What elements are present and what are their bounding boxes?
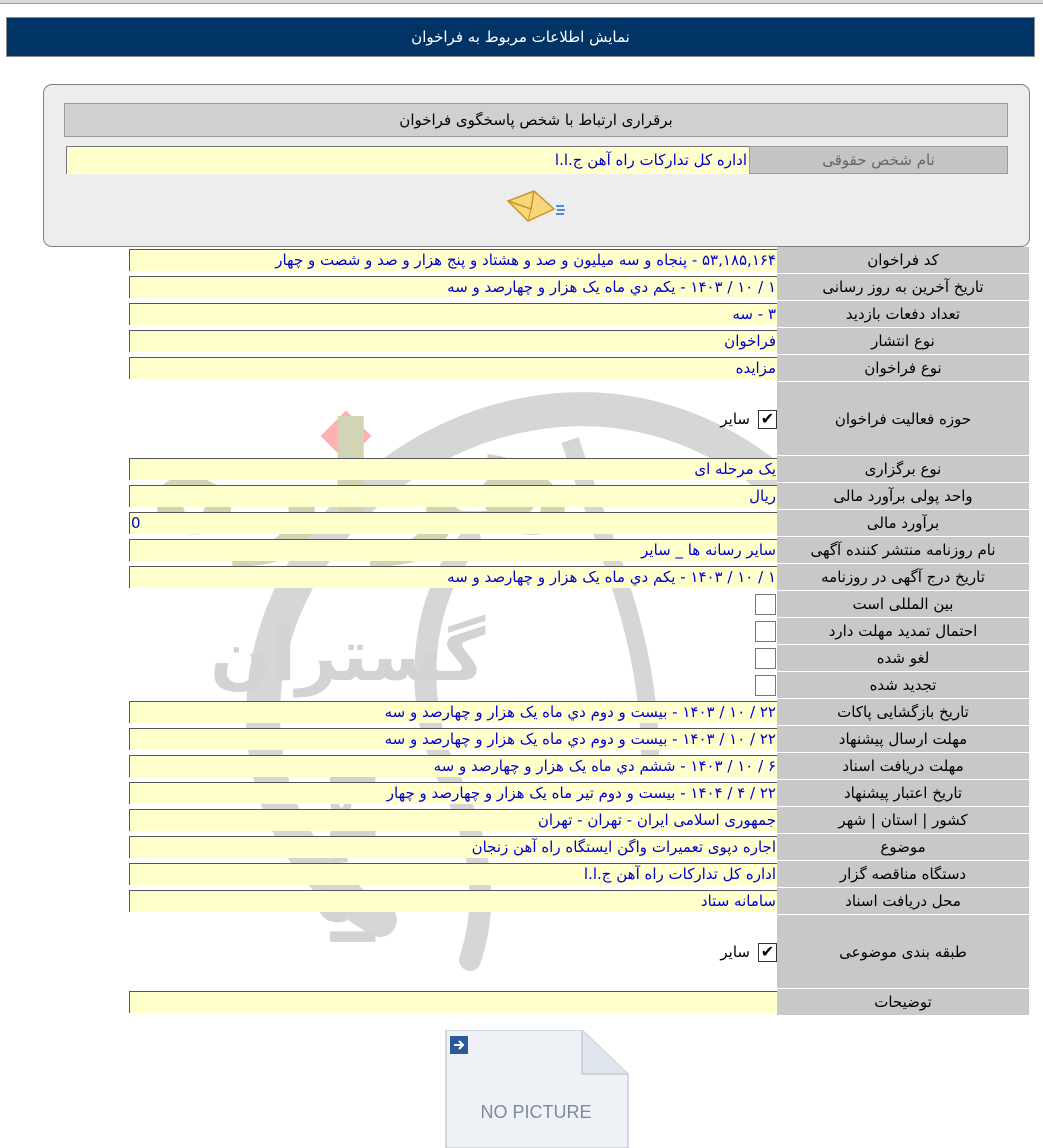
field-row [129,591,1029,618]
field-value: فراخوان [129,330,777,352]
field-value: ۱ / ۱۰ / ۱۴۰۳ - یکم دي ماه یک هزار و چهارصد و سه [129,276,777,298]
field-value: 0 [129,512,777,534]
field-row [129,355,1029,382]
checkbox[interactable] [755,648,776,669]
checkbox[interactable] [755,621,776,642]
field-label: نوع انتشار [777,328,1029,355]
category-option [689,915,777,989]
field-label: موضوع [777,834,1029,861]
field-label: محل دریافت اسناد [777,888,1029,915]
field-row [129,274,1029,301]
page-title: نمایش اطلاعات مربوط به فراخوان [6,17,1035,57]
checkbox[interactable]: ✔ [758,943,777,962]
field-label: کشور | استان | شهر [777,807,1029,834]
field-label: تاریخ بازگشایی پاکات [777,699,1029,726]
field-label: نوع برگزاری [777,456,1029,483]
field-value: سایر رسانه ها _ سایر [129,539,777,561]
field-label: بین المللی است [777,591,1029,618]
field-label: واحد پولی برآورد مالی [777,483,1029,510]
field-value: یک مرحله ای [129,458,777,480]
field-row [129,645,1029,672]
field-value: ۲۲ / ۴ / ۱۴۰۴ - بیست و دوم تیر ماه یک هزار و چهارصد و چهار [129,782,777,804]
field-value: جمهوری اسلامی ایران - تهران - تهران [129,809,777,831]
top-rule [0,0,1043,4]
field-label: تاریخ اعتبار پیشنهاد [777,780,1029,807]
field-value: ۳ - سه [129,303,777,325]
field-value: ۶ / ۱۰ / ۱۴۰۳ - ششم دي ماه یک هزار و چهارصد و سه [129,755,777,777]
field-label: برآورد مالی [777,510,1029,537]
field-label: تاریخ آخرین به روز رسانی [777,274,1029,301]
field-label: حوزه فعالیت فراخوان [777,382,1029,456]
field-label: مهلت ارسال پیشنهاد [777,726,1029,753]
field-row [129,564,1029,591]
field-row [129,382,1029,456]
field-label: طبقه بندی موضوعی [777,915,1029,989]
field-value: اجاره دپوی تعمیرات واگن ایستگاه راه آهن زنجان [129,836,777,858]
field-label: نام روزنامه منتشر کننده آگهی [777,537,1029,564]
option-label: سایر [720,943,750,961]
checkbox[interactable] [755,594,776,615]
field-row [129,834,1029,861]
field-row [129,483,1029,510]
contact-panel [43,84,1030,247]
field-label: مهلت دریافت اسناد [777,753,1029,780]
field-label: کد فراخوان [777,247,1029,274]
contact-row [66,146,1008,174]
field-row [129,328,1029,355]
field-label: تاریخ درج آگهی در روزنامه [777,564,1029,591]
field-label: لغو شده [777,645,1029,672]
field-label: دستگاه مناقصه گزار [777,861,1029,888]
field-label: احتمال تمدید مهلت دارد [777,618,1029,645]
envelope-icon[interactable] [504,187,568,229]
field-row [129,753,1029,780]
field-row [129,537,1029,564]
field-value: ۵۳,۱۸۵,۱۶۴ - پنجاه و سه میلیون و صد و هشتاد و پنج هزار و صد و شصت و چهار [129,249,777,271]
no-picture-icon [442,1030,630,1148]
field-value: مزایده [129,357,777,379]
field-row [129,780,1029,807]
field-value: ۲۲ / ۱۰ / ۱۴۰۳ - بیست و دوم دي ماه یک هزار و چهارصد و سه [129,701,777,723]
option-label: سایر [720,410,750,428]
field-row [129,861,1029,888]
field-value: ۲۲ / ۱۰ / ۱۴۰۳ - بیست و دوم دي ماه یک هزار و چهارصد و سه [129,728,777,750]
field-label: نوع فراخوان [777,355,1029,382]
category-option [689,382,777,456]
field-row [129,510,1029,537]
field-row [129,672,1029,699]
field-row [129,301,1029,328]
watermark-text-sub: گستران [210,613,486,697]
checkbox[interactable] [755,675,776,696]
field-row [129,989,1029,1016]
field-row [129,888,1029,915]
contact-header: برقراری ارتباط با شخص پاسخگوی فراخوان [64,103,1008,137]
contact-legal-person-label: نام شخص حقوقی [749,146,1008,174]
no-picture-text: NO PICTURE [480,1102,592,1122]
checkbox[interactable]: ✔ [758,410,777,429]
field-value: سامانه ستاد [129,890,777,912]
field-label: تعداد دفعات بازدید [777,301,1029,328]
field-row [129,807,1029,834]
field-row [129,699,1029,726]
field-value: ۱ / ۱۰ / ۱۴۰۳ - یکم دي ماه یک هزار و چهارصد و سه [129,566,777,588]
contact-legal-person-value: اداره کل تدارکات راه آهن ج.ا.ا [66,146,749,174]
field-row [129,456,1029,483]
field-value [129,991,777,1013]
field-row [129,915,1029,989]
field-row [129,247,1029,274]
field-row [129,618,1029,645]
field-row [129,726,1029,753]
field-label: تجدید شده [777,672,1029,699]
field-value: ریال [129,485,777,507]
field-value: اداره کل تدارکات راه آهن ج.ا.ا [129,863,777,885]
field-label: توضیحات [777,989,1029,1016]
